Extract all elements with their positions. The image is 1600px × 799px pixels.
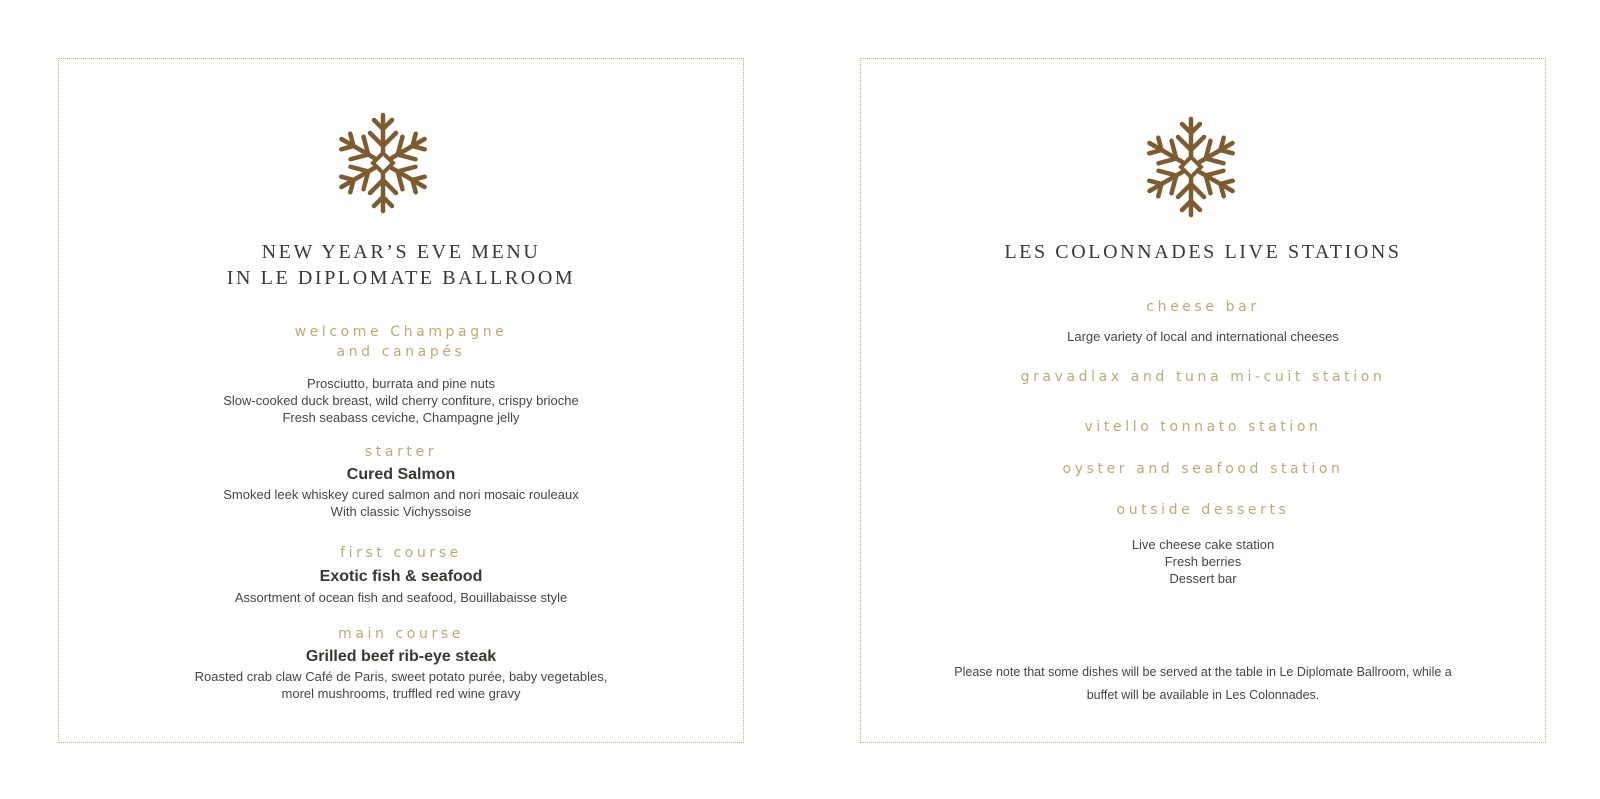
menu-page-right: [860, 58, 1546, 743]
menu-title-line2: IN LE DIPLOMATE BALLROOM: [226, 267, 576, 289]
cheese-bar-heading: cheese bar: [1146, 299, 1260, 315]
desserts-items: [861, 536, 1545, 587]
first-course-dish: Exotic fish & seafood: [319, 568, 483, 585]
stations-title: LES COLONNADES LIVE STATIONS: [1004, 241, 1402, 263]
dessert-item: Live cheese cake station: [1131, 537, 1275, 552]
gravadlax-heading: gravadlax and tuna mi-cuit station: [1020, 369, 1386, 385]
first-course-description: Assortment of ocean fish and seafood, Bouillabaisse style: [234, 590, 568, 605]
starter-description-line1: Smoked leek whiskey cured salmon and nori mosaic rouleaux: [223, 487, 579, 502]
starter-dish: Cured Salmon: [346, 466, 456, 483]
main-course-heading: main course: [338, 626, 464, 642]
starter-description-line2: With classic Vichyssoise: [330, 504, 472, 519]
menu-title-line1: NEW YEAR’S EVE MENU: [261, 241, 541, 263]
welcome-items: [59, 375, 743, 426]
main-course-dish: Grilled beef rib-eye steak: [305, 648, 497, 665]
service-note-line2: buffet will be available in Les Colonnades.: [1086, 688, 1320, 702]
main-course-description-line1: Roasted crab claw Café de Paris, sweet potato purée, baby vegetables,: [194, 669, 608, 684]
starter-description: [59, 486, 743, 520]
menu-title: [59, 239, 743, 291]
welcome-item: Fresh seabass ceviche, Champagne jelly: [282, 410, 520, 425]
welcome-item: Prosciutto, burrata and pine nuts: [307, 376, 495, 391]
dessert-item: Dessert bar: [1169, 571, 1237, 586]
first-course-heading: first course: [340, 545, 462, 561]
service-note-line1: Please note that some dishes will be served at the table in Le Diplomate Ballroom, while a: [954, 665, 1452, 679]
desserts-heading: outside desserts: [1116, 502, 1290, 518]
snowflake-icon: [1139, 115, 1243, 219]
oyster-heading: oyster and seafood station: [1062, 461, 1344, 477]
welcome-item: Slow-cooked duck breast, wild cherry confiture, crispy brioche: [223, 393, 579, 408]
dessert-item: Fresh berries: [1164, 554, 1242, 569]
vitello-heading: vitello tonnato station: [1084, 419, 1322, 435]
welcome-heading-line2: and canapés: [336, 344, 466, 360]
snowflake-icon: [331, 111, 435, 215]
cheese-bar-description: Large variety of local and international cheeses: [1067, 329, 1339, 344]
welcome-heading: [59, 322, 743, 362]
service-note: [861, 661, 1545, 707]
welcome-heading-line1: welcome Champagne: [294, 324, 508, 340]
starter-heading: starter: [364, 444, 438, 460]
main-course-description-line2: morel mushrooms, truffled red wine gravy: [281, 686, 521, 701]
menu-page-left: [58, 58, 744, 743]
main-course-description: [59, 668, 743, 702]
